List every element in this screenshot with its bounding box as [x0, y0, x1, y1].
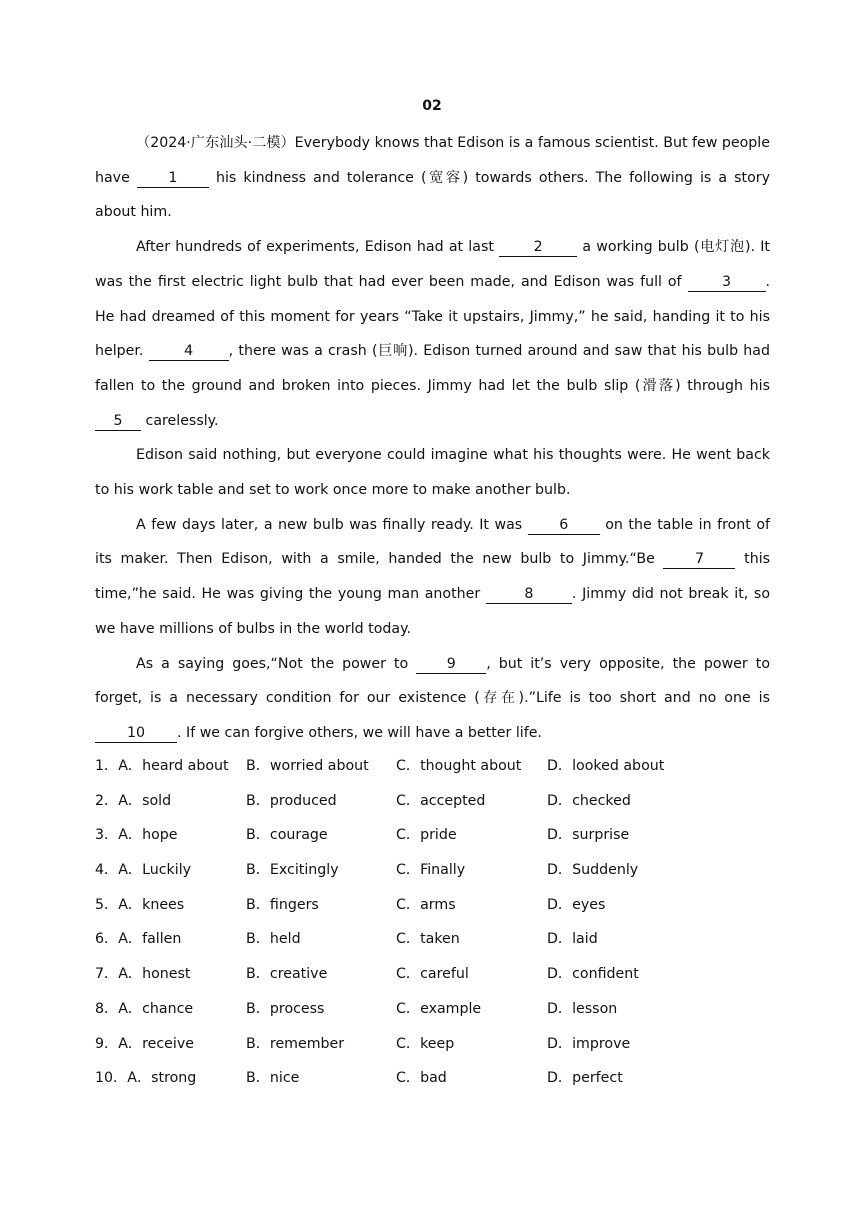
blank-2[interactable]: 2 — [499, 239, 577, 257]
text: . Jimmy did not break it, so we have millions of bulbs in the world today. — [95, 586, 770, 637]
option-c[interactable]: C．example — [396, 1000, 482, 1017]
option-b[interactable]: B．process — [246, 1000, 325, 1017]
blank-1[interactable]: 1 — [137, 170, 209, 188]
blank-10[interactable]: 10 — [95, 725, 177, 743]
option-c[interactable]: C．careful — [396, 966, 469, 983]
question-6-options — [95, 922, 795, 957]
cloze-passage — [95, 126, 770, 751]
blank-5[interactable]: 5 — [95, 413, 141, 431]
text: carelessly. — [145, 412, 219, 429]
option-d[interactable]: D．checked — [547, 792, 631, 809]
question-5-options — [95, 888, 795, 923]
text: , but it’s very opposite, the power to forget, is a necessary condition for our existence (存在).”Life is too short and no one is — [95, 655, 770, 707]
text: As a saying goes,“Not the power to — [136, 655, 409, 672]
option-a[interactable]: 2．A．sold — [95, 792, 172, 809]
option-c[interactable]: C．bad — [396, 1070, 447, 1087]
text: Edison said nothing, but everyone could imagine what his thoughts were. He went back to his work table and set to work once more to make another bulb. — [95, 447, 770, 499]
option-a[interactable]: 4．A．Luckily — [95, 862, 192, 879]
option-d[interactable]: D．eyes — [547, 896, 606, 913]
text: on the table in front of its maker. Then Edison, with a smile, handed the new bulb to Jimmy.“Be — [95, 516, 771, 568]
text: . He had dreamed of this moment for years “Take it upstairs, Jimmy,” he said, handing it to his helper. — [95, 273, 771, 360]
option-b[interactable]: B．creative — [246, 966, 328, 983]
question-7-options — [95, 957, 795, 992]
text: a working bulb (电灯泡). It was the first electric light bulb that had ever been made, and Edison was full of — [95, 239, 770, 290]
paragraph-4 — [95, 508, 770, 647]
question-2-options — [95, 784, 795, 819]
question-4-options — [95, 853, 795, 888]
option-b[interactable]: B．courage — [246, 827, 328, 844]
option-d[interactable]: D．Suddenly — [547, 862, 639, 879]
option-c[interactable]: C．Finally — [396, 862, 466, 879]
option-b[interactable]: B．produced — [246, 792, 337, 809]
option-c[interactable]: C．arms — [396, 896, 456, 913]
option-a[interactable]: 8．A．chance — [95, 1000, 194, 1017]
blank-9[interactable]: 9 — [416, 656, 486, 674]
paragraph-3 — [95, 438, 770, 507]
page-title: 02 — [422, 98, 442, 114]
text: . If we can forgive others, we will have a better life. — [177, 724, 542, 741]
option-d[interactable]: D．surprise — [547, 827, 630, 844]
paragraph-1 — [95, 126, 770, 230]
option-b[interactable]: B．fingers — [246, 896, 319, 913]
text: his kindness and tolerance (宽容) towards others. The following is a story about him. — [95, 169, 771, 221]
question-8-options — [95, 992, 795, 1027]
text: A few days later, a new bulb was finally ready. It was — [136, 516, 523, 533]
option-a[interactable]: 6．A．fallen — [95, 931, 182, 948]
option-a[interactable]: 10．A．strong — [95, 1070, 197, 1087]
question-10-options — [95, 1061, 795, 1096]
blank-4[interactable]: 4 — [149, 343, 229, 361]
option-d[interactable]: D．perfect — [547, 1070, 623, 1087]
option-a[interactable]: 9．A．receive — [95, 1035, 194, 1052]
option-d[interactable]: D．looked about — [547, 758, 665, 774]
option-b[interactable]: B．held — [246, 931, 301, 948]
blank-3[interactable]: 3 — [688, 274, 766, 292]
option-a[interactable]: 1．A．heard about — [95, 758, 229, 774]
question-9-options — [95, 1027, 795, 1062]
option-d[interactable]: D．confident — [547, 966, 639, 983]
text: After hundreds of experiments, Edison had at last — [136, 239, 494, 256]
text: this time,”he said. He was giving the young man another — [95, 551, 771, 603]
source-label: （2024·广东汕头·二模） — [136, 135, 295, 151]
question-3-options — [95, 818, 795, 853]
text: , there was a crash (巨响). Edison turned around and saw that his bulb had fallen to the ground and broken into pieces. Jimmy had let the bulb slip (滑落) through his — [95, 343, 770, 394]
option-c[interactable]: C．keep — [396, 1035, 455, 1052]
option-b[interactable]: B．worried about — [246, 758, 369, 774]
question-1-options — [95, 749, 795, 784]
option-c[interactable]: C．pride — [396, 827, 457, 844]
paragraph-5 — [95, 647, 770, 751]
option-c[interactable]: C．accepted — [396, 792, 486, 809]
blank-8[interactable]: 8 — [486, 586, 572, 604]
option-a[interactable]: 3．A．hope — [95, 827, 178, 844]
option-b[interactable]: B．remember — [246, 1035, 345, 1052]
option-b[interactable]: B．Excitingly — [246, 862, 339, 879]
blank-7[interactable]: 7 — [663, 551, 735, 569]
option-c[interactable]: C．taken — [396, 931, 460, 948]
paragraph-2 — [95, 230, 770, 438]
option-a[interactable]: 7．A．honest — [95, 966, 191, 983]
options-list — [95, 749, 795, 1096]
option-a[interactable]: 5．A．knees — [95, 896, 185, 913]
option-b[interactable]: B．nice — [246, 1070, 300, 1087]
option-d[interactable]: D．improve — [547, 1035, 631, 1052]
option-c[interactable]: C．thought about — [396, 758, 522, 774]
option-d[interactable]: D．laid — [547, 931, 598, 948]
text: Everybody knows that Edison is a famous scientist. But few people have — [95, 135, 770, 186]
blank-6[interactable]: 6 — [528, 517, 600, 535]
option-d[interactable]: D．lesson — [547, 1000, 618, 1017]
